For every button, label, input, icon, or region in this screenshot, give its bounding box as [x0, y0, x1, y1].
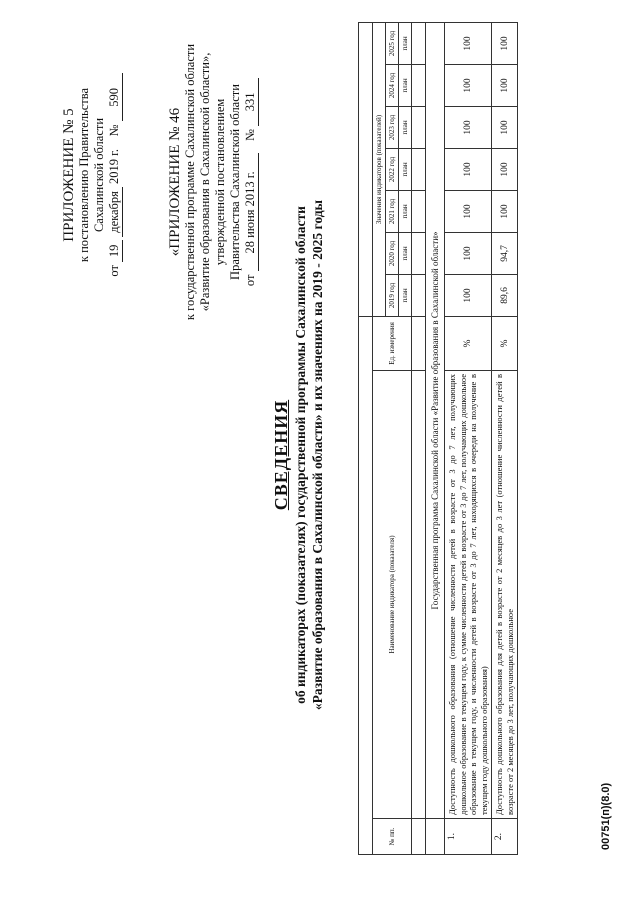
- appendix-5-line2: Сахалинской области: [92, 117, 106, 233]
- table-row: [445, 22, 492, 854]
- title-heading: СВЕДЕНИЯ: [271, 399, 291, 511]
- row-value: 100: [445, 232, 492, 274]
- appendix-46-line2: «Развитие образования в Сахалинской области»,: [198, 52, 212, 312]
- row-unit: %: [445, 316, 492, 370]
- row-indicator-name: Доступность дошкольного образования (отношение численности детей в возрасте от 3 до 7 лет, получающих дошкольное образование в текущем году, к сумме численности детей в возрасте от 3 до 7 лет, получающих дошкольное образование в текущем году, и численности детей в возрасте от 3 до 7 лет, находящихся в очереди на получение в текущем году дошкольного образования): [445, 371, 492, 819]
- spacer-row: [412, 22, 426, 854]
- appendix-5-day: 19: [107, 240, 123, 262]
- plan-header: план: [399, 64, 412, 106]
- appendix-46-title: «ПРИЛОЖЕНИЕ № 46: [167, 107, 183, 257]
- appendix-46-line3: утвержденной постановлением: [213, 98, 227, 266]
- appendix-5-title: ПРИЛОЖЕНИЕ № 5: [61, 108, 77, 242]
- plan-header: план: [399, 274, 412, 316]
- row-number: 2.: [492, 819, 518, 855]
- header-row-1: [373, 22, 386, 854]
- from-label: от: [243, 274, 257, 287]
- year-header: 2022 год: [386, 148, 399, 190]
- from-label: от: [107, 265, 121, 277]
- row-value: 100: [445, 22, 492, 64]
- row-value: 100: [492, 22, 518, 64]
- row-unit: %: [492, 316, 518, 370]
- year-header: 2021 год: [386, 190, 399, 232]
- row-value: 100: [445, 64, 492, 106]
- section-title: Государственная программа Сахалинской области «Развитие образования в Сахалинской области»: [426, 22, 445, 818]
- appendix-46-date: 28 июня 2013 г.: [243, 153, 259, 271]
- appendix-46-block: [168, 37, 259, 327]
- appendix-46-num-sign: №: [243, 129, 257, 141]
- row-value: 100: [492, 148, 518, 190]
- appendix-46-date-line: [243, 37, 259, 327]
- appendix-46-line4: Правительства Сахалинской области: [228, 84, 242, 280]
- appendix-5-year: 2019 г.: [107, 148, 121, 184]
- appendix-5-line1: к постановлению Правительства: [77, 87, 91, 263]
- plan-header: план: [399, 190, 412, 232]
- table-row: [492, 22, 518, 854]
- row-value: 89,6: [492, 274, 518, 316]
- title-line2: «Развитие образования в Сахалинской области» и их значениях на 2019 - 2025 годы: [310, 199, 325, 711]
- row-value: 100: [492, 64, 518, 106]
- appendix-5-month: декабря: [107, 187, 123, 237]
- col-values-header: Значения индикаторов (показателей): [373, 22, 386, 316]
- row-value: 100: [492, 106, 518, 148]
- appendix-5-number: 590: [107, 73, 123, 121]
- title-line1: об индикаторах (показателях) государственной программы Сахалинской области: [293, 206, 308, 704]
- year-header: 2020 год: [386, 232, 399, 274]
- row-number: 1.: [445, 819, 492, 855]
- year-header: 2025 год: [386, 22, 399, 64]
- plan-header: план: [399, 148, 412, 190]
- appendix-5-date-line: [107, 55, 123, 295]
- plan-header: план: [399, 232, 412, 274]
- col-unit-header: Ед. измерения: [373, 316, 412, 370]
- row-value: 100: [445, 274, 492, 316]
- row-value: 100: [445, 190, 492, 232]
- col-num-header: № пп.: [373, 819, 412, 855]
- section-row: [426, 22, 445, 854]
- row-value: 100: [492, 190, 518, 232]
- year-header: 2019 год: [386, 274, 399, 316]
- appendix-46-line1: к государственной программе Сахалинской области: [183, 43, 197, 321]
- spacer-row: [359, 22, 373, 854]
- col-name-header: Наименование индикатора (показателя): [373, 371, 412, 819]
- year-header: 2023 год: [386, 106, 399, 148]
- document-code: 00751(п)(8.0): [600, 782, 612, 850]
- row-value: 100: [445, 106, 492, 148]
- row-indicator-name: Доступность дошкольного образования для детей в возрасте от 2 месяцев до 3 лет (отношение численности детей в возрасте от 2 месяцев до 3 лет, получающих дошкольное: [492, 371, 518, 819]
- year-header: 2024 год: [386, 64, 399, 106]
- row-value: 94,7: [492, 232, 518, 274]
- document-title: [270, 155, 326, 755]
- appendix-5-block: [62, 55, 123, 295]
- row-value: 100: [445, 148, 492, 190]
- plan-header: план: [399, 106, 412, 148]
- appendix-5-num-sign: №: [107, 124, 121, 137]
- indicators-table: [358, 22, 518, 855]
- appendix-46-number: 331: [243, 78, 259, 126]
- plan-header: план: [399, 22, 412, 64]
